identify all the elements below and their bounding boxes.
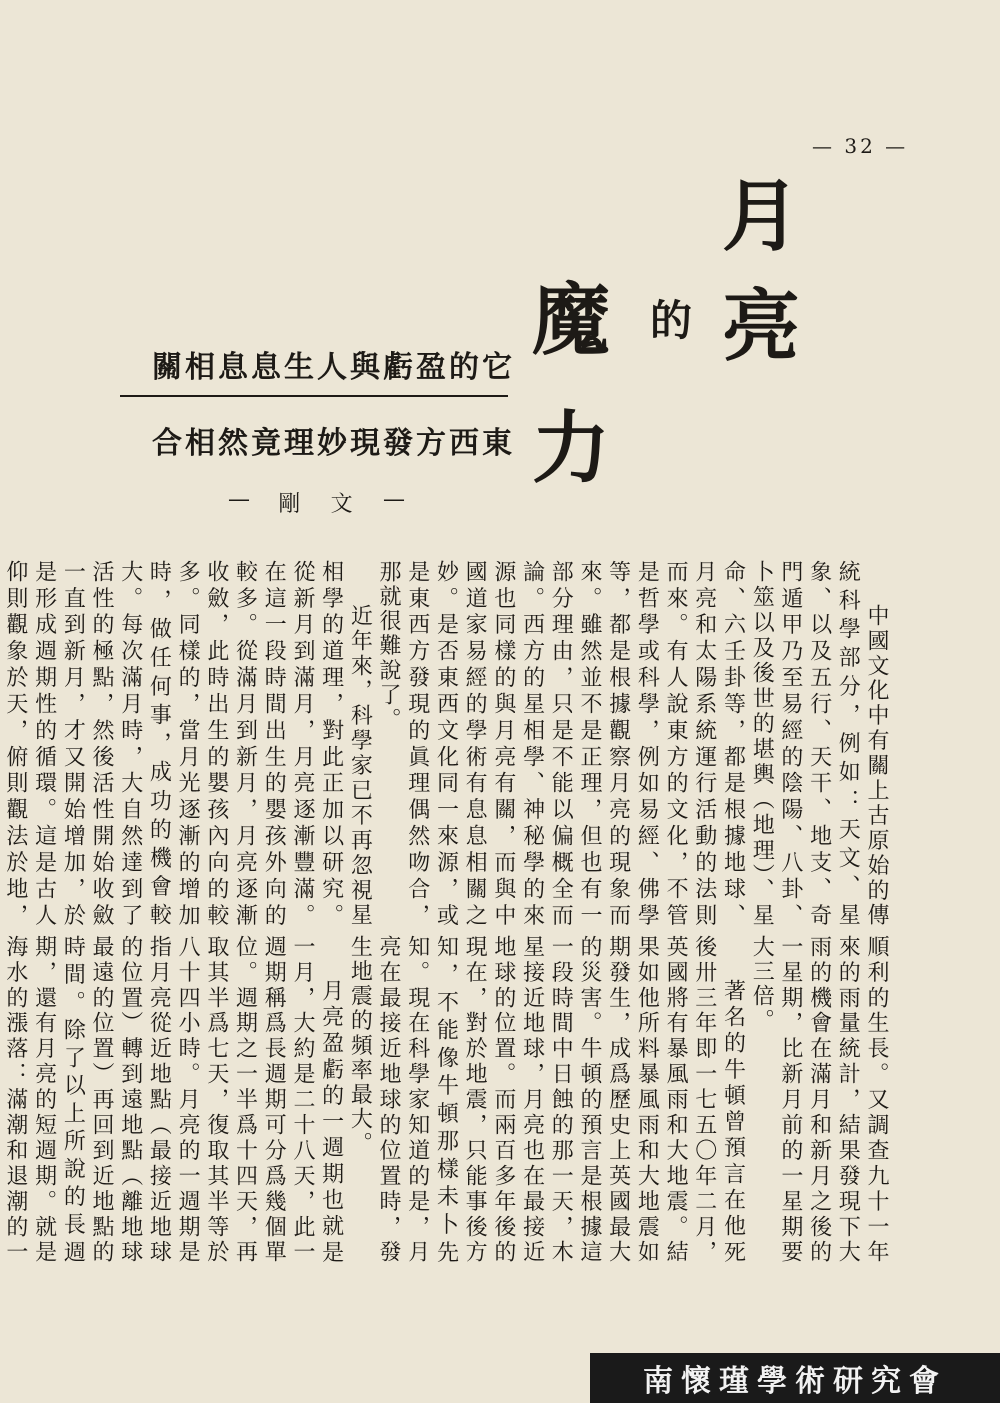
title-char-1: 月 xyxy=(722,171,801,262)
page-number: — 32 — xyxy=(812,134,909,158)
paragraph: 月亮盈虧的一週期也就是一月，大約是二十八天，此一週期稱爲長週期可分爲幾個單位。週期之一半爲十四天，再取其半爲七天，復取其半等於八十四小時。月亮的一週期是指月亮從近地點（最接近地球的位置）轉到遠地點（離地球最遠的位置）再回到近地點的時間。除了以上所說的長週期，還有月亮的短週期。就是海水的漲落：滿潮和退潮的一 xyxy=(2,935,344,1265)
title-char-5: 力 xyxy=(532,403,611,494)
body-text-upper xyxy=(2,560,890,928)
title-char-3: 的 xyxy=(650,296,693,345)
author-char-2: 剛 xyxy=(278,492,301,517)
author-dash-right: — xyxy=(382,487,403,512)
paragraph: 著名的牛頓曾預言在他死後卅三年即一七五〇年二月，英國將有暴風雨和大地震。結果如他所料暴風雨和大地震如期發生，成爲歷史上英國最大的災害。牛頓的預言是根據這一段時間中日蝕的那一天，木星接近地球，月亮也在最接近地球的位置。而兩百多年後的現在，對於地震，只能事後方知，不能像牛頓那樣未卜先知。現在科學家知道的是，月亮在最接近地球的位置時，發生地震的頻率最大。 xyxy=(347,935,746,1265)
paragraph: 近年來，科學家已不再忽視星相學的道理，對此正加以研究。從新月到滿月，月亮逐漸豐滿。在這一段時間出生的嬰孩外向的較多。從滿月到新月，月亮逐漸收斂，此時出生的嬰孩內向的較多。同樣的，當月光逐漸的增加時，做任何事，成功的機會較大。每次滿月時，大自然達到了活性的極點，然後活性開始收斂一直到新月，才又開始增加，於是形成週期性的循環。這是古人仰則觀象於天，俯則觀法於地， xyxy=(2,560,373,928)
paragraph: 順利的生長。又調查九十一年來的雨量統計，結果發現下大雨的機會在滿月和新月之後的一星期，比新月前的一星期要大三倍。 xyxy=(749,935,889,1265)
body-text-lower xyxy=(2,935,890,1265)
subtitle-line-1: 它的盈虧與人生息息相關 xyxy=(152,350,515,385)
author-byline xyxy=(228,487,403,518)
subtitle-line-2: 東西方發現妙理竟然相合 xyxy=(152,426,515,461)
paragraph: 中國文化中有關上古原始的傳統科學部分，例如：天文、星象、以及五行、天干、地支、奇門遁甲乃至易經的陰陽、八卦、卜筮以及後世的堪輿（地理）、星命、六壬卦等，都是根據地球、月亮和太陽系統運行活動的法則而來。有人說東方的文化，不管是哲學或科學，例如易經、佛學等，都是根據觀察月亮的現象而來。雖然並不是正理，但也有一部分理由，只是不能以偏概全而論。西方的星相學、神秘學的來源也同樣的與月亮有關，而與中國道家易經的學術有息息相關之妙。是否東西文化同一來源，或是東西方發現的眞理偶然吻合，那就很難說了。 xyxy=(376,560,889,928)
title-char-4: 魔 xyxy=(532,275,611,366)
author-char-1: 文 xyxy=(330,492,353,517)
subtitle-divider xyxy=(120,395,508,397)
author-dash-left: — xyxy=(228,487,248,512)
watermark-banner: 南懷瑾學術研究會 xyxy=(590,1353,1000,1403)
title-char-2: 亮 xyxy=(722,281,801,372)
